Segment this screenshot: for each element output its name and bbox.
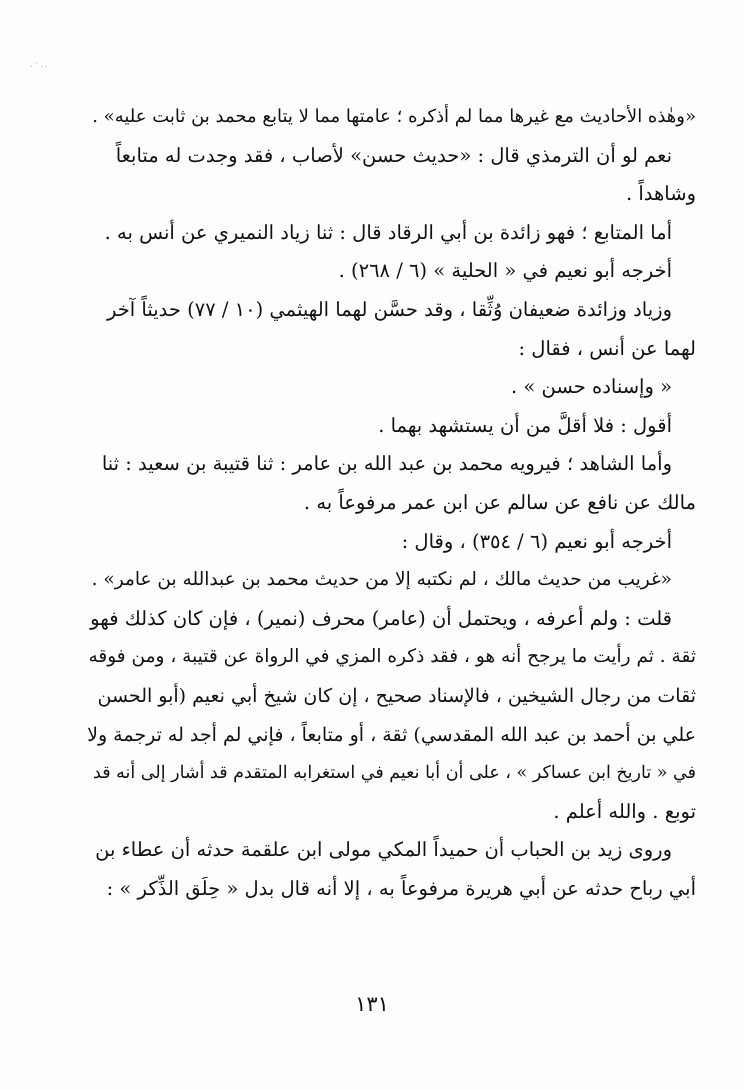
text-line: نعم لو أن الترمذي قال : «حديث حسن» لأصاب ، فقد وجدت له متابعاً bbox=[115, 143, 672, 167]
text-line: توبع . والله أعلم . bbox=[553, 799, 696, 823]
text-line: مالك عن نافع عن سالم عن ابن عمر مرفوعاً به . bbox=[303, 490, 696, 514]
text-line: وروى زيد بن الحباب أن حميداً المكي مولى ابن علقمة حدثه أن عطاء بن bbox=[95, 838, 672, 862]
text-line: أقول : فلا أقلَّ من أن يستشهد بهما . bbox=[378, 413, 672, 437]
text-line: «غريب من حديث مالك ، لم نكتبه إلا من حديث محمد بن عبدالله بن عامر» . bbox=[91, 569, 672, 591]
text-line: «وهٰذه الأحاديث مع غيرها مما لم أذكره ؛ عامتها مما لا يتابع محمد بن ثابت عليه» . bbox=[92, 106, 696, 127]
margin-smudge: ·˙·· bbox=[30, 62, 49, 73]
text-line: ثقات من رجال الشيخين ، فالإسناد صحيح ، إن كان شيخ أبي نعيم (أبو الحسن bbox=[97, 684, 696, 707]
text-line: أبي رباح حدثه عن أبي هريرة مرفوعاً به ، إلا أنه قال بدل « حِلَق الذِّكر » : bbox=[106, 876, 696, 900]
text-line: لهما عن أنس ، فقال : bbox=[518, 336, 696, 360]
text-line: وزياد وزائدة ضعيفان وُثِّقا ، وقد حسَّن لهما الهيثمي (١٠ / ٧٧) حديثاً آخر bbox=[106, 297, 672, 321]
text-line: ثقة . ثم رأيت ما يرجح أنه هو ، فقد ذكره المزي في الرواة عن قتيبة ، ومن فوقه bbox=[88, 646, 696, 668]
page-body bbox=[88, 98, 696, 908]
text-line: قلت : ولم أعرفه ، ويحتمل أن (عامر) محرف (نمير) ، فإن كان كذلك فهو bbox=[90, 606, 672, 630]
text-line: أخرجه أبو نعيم في « الحلية » (٦ / ٢٦٨) . bbox=[338, 259, 672, 283]
text-line: أما المتابع ؛ فهو زائدة بن أبي الرقاد قال : ثنا زياد النميري عن أنس به . bbox=[104, 220, 672, 244]
text-line: « وإسناده حسن » . bbox=[510, 375, 672, 399]
text-line: وشاهداً . bbox=[625, 182, 696, 206]
page-number: ١٣١ bbox=[355, 992, 389, 1016]
text-line: وأما الشاهد ؛ فيرويه محمد بن عبد الله بن عامر : ثنا قتيبة بن سعيد : ثنا bbox=[101, 452, 672, 476]
text-line: علي بن أحمد بن عبد الله المقدسي) ثقة ، أو متابعاً ، فإني لم أجد له ترجمة ولا bbox=[87, 723, 696, 746]
text-line: في « تاريخ ابن عساكر » ، على أن أبا نعيم في استغرابه المتقدم قد أشار إلى أنه قد bbox=[93, 763, 696, 784]
text-line: أخرجه أبو نعيم (٦ / ٣٥٤) ، وقال : bbox=[401, 529, 672, 553]
